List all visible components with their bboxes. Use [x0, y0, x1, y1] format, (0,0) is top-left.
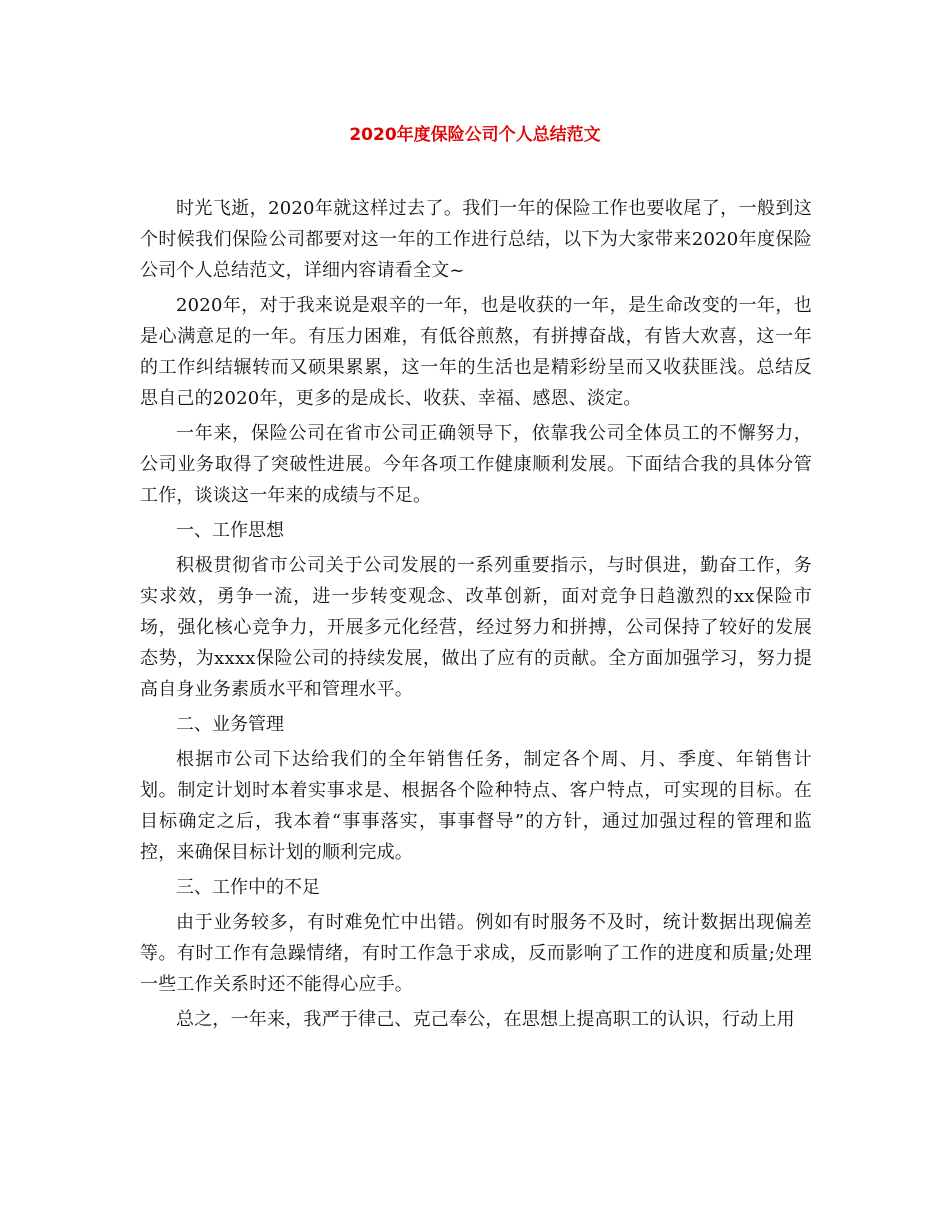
- section-heading-shortcomings: 三、工作中的不足: [176, 877, 320, 898]
- shortcomings-paragraph: 由于业务较多，有时难免忙中出错。例如有时服务不及时，统计数据出现偏差等。有时工作有急躁情绪，有时工作急于求成，反而影响了工作的进度和质量;处理一些工作关系时还不能得心应手。: [140, 912, 812, 995]
- conclusion-paragraph: 总之，一年来，我严于律己、克己奉公，在思想上提高职工的认识，行动上用: [176, 1009, 795, 1030]
- business-management-paragraph: 根据市公司下达给我们的全年销售任务，制定各个周、月、季度、年销售计划。制定计划时本着实事求是、根据各个险种特点、客户特点，可实现的目标。在目标确定之后，我本着“事事落实，事事督导”的方针，通过加强过程的管理和监控，来确保目标计划的顺利完成。: [140, 749, 812, 863]
- intro-paragraph: 时光飞逝，2020年就这样过去了。我们一年的保险工作也要收尾了，一般到这个时候我们保险公司都要对这一年的工作进行总结，以下为大家带来2020年度保险公司个人总结范文，详细内容请看全文~: [140, 198, 812, 281]
- work-thought-paragraph: 积极贯彻省市公司关于公司发展的一系列重要指示，与时俱进，勤奋工作，务实求效，勇争一流，进一步转变观念、改革创新，面对竞争日趋激烈的xx保险市场，强化核心竞争力，开展多元化经营，经过努力和拼搏，公司保持了较好的发展态势，为xxxx保险公司的持续发展，做出了应有的贡献。全方面加强学习，努力提高自身业务素质水平和管理水平。: [140, 555, 812, 700]
- section-heading-business-management: 二、业务管理: [176, 714, 284, 735]
- document-body: [140, 193, 812, 1039]
- section-heading-work-thought: 一、工作思想: [176, 520, 284, 541]
- year-review-paragraph: 2020年，对于我来说是艰辛的一年，也是收获的一年，是生命改变的一年，也是心满意足的一年。有压力困难，有低谷煎熬，有拼搏奋战，有皆大欢喜，这一年的工作纠结辗转而又硕果累累，这一年的生活也是精彩纷呈而又收获匪浅。总结反思自己的2020年，更多的是成长、收获、幸福、感恩、淡定。: [140, 295, 812, 409]
- document-title: 2020年度保险公司个人总结范文: [349, 125, 601, 145]
- company-progress-paragraph: 一年来，保险公司在省市公司正确领导下，依靠我公司全体员工的不懈努力，公司业务取得了突破性进展。今年各项工作健康顺利发展。下面结合我的具体分管工作，谈谈这一年来的成绩与不足。: [140, 423, 812, 506]
